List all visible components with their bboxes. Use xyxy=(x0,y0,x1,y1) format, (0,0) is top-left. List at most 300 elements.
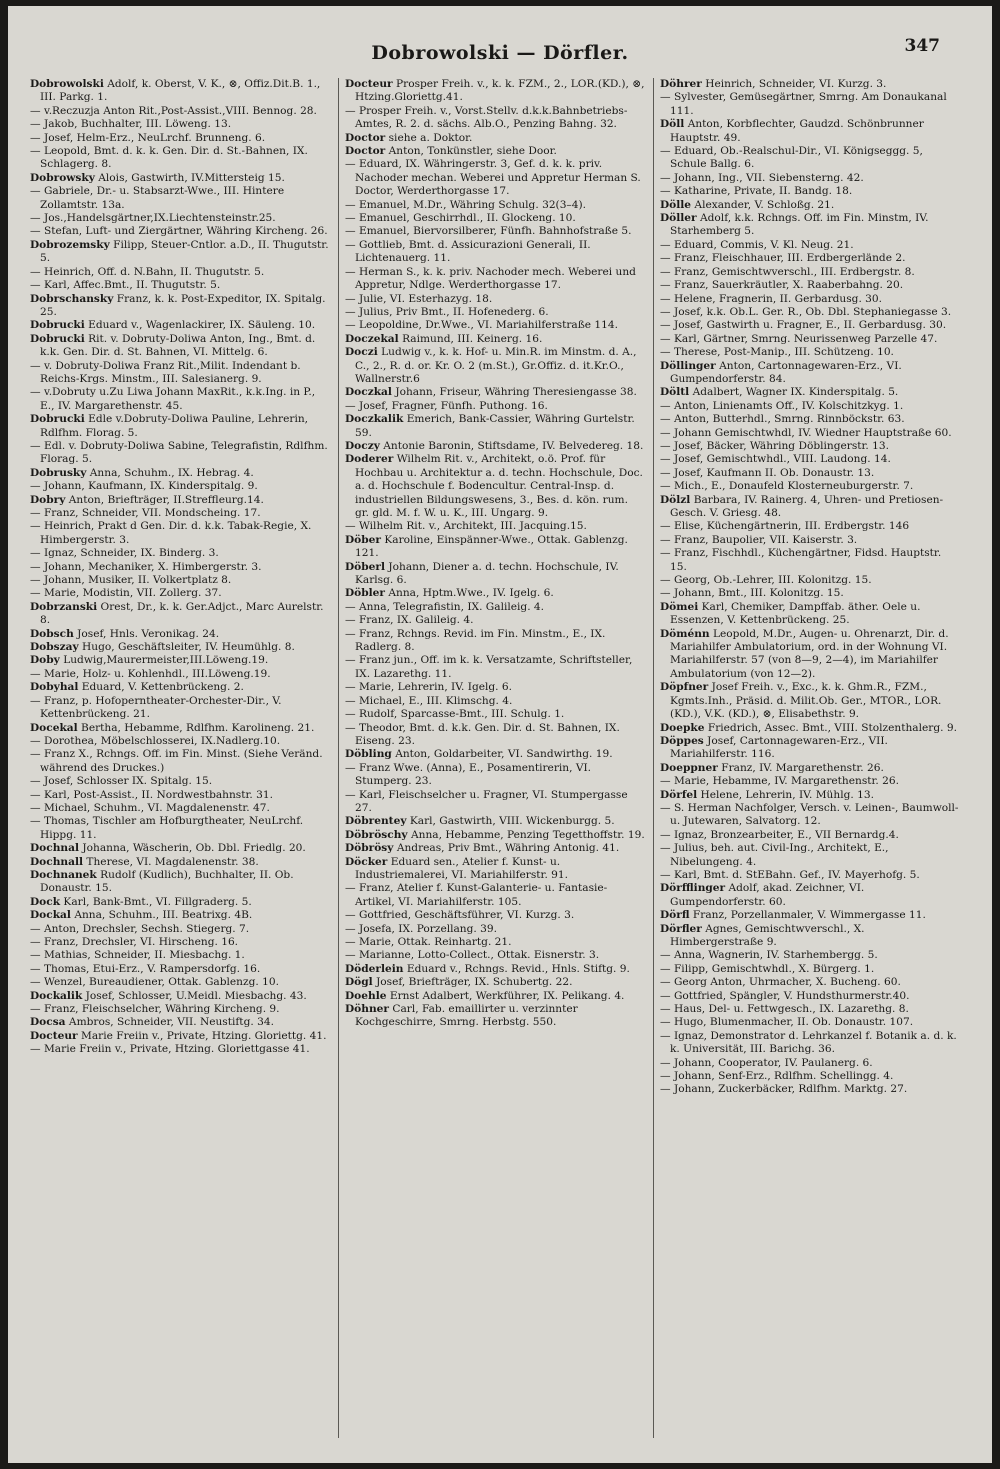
entry-details: Bertha, Hebamme, Rdlfhm. Karolineng. 21. xyxy=(81,721,315,734)
entry-details: — Emanuel, M.Dr., Währing Schulg. 32(3–4). xyxy=(345,198,586,211)
entry-details: Wilhelm Rit. v., Architekt, o.ö. Prof. für Hochbau u. Architektur a. d. techn. Hochschule, Doc. a. d. Hochschule f. Bodencultur. Central-Insp. d. industriellen Bildungswesens, 3., Bes. d. kön. rum. gr. gld. M. f. W. u. K., III. Ungarg. 9. xyxy=(355,453,643,519)
entry-details: — Eduard, IX. Währingerstr. 3, Gef. d. k. k. priv. Nachoder mechan. Weberei und Appretur Herman S. Doctor, Werderthorgasse 17. xyxy=(345,158,641,198)
entry-details: Anton, Tonkünstler, siehe Door. xyxy=(388,145,557,158)
directory-entry xyxy=(345,856,645,883)
entry-details: Karl, Gastwirth, VIII. Wickenburgg. 5. xyxy=(409,815,615,828)
entry-surname: Dobrowolski xyxy=(30,78,104,90)
entry-surname: Dochnall xyxy=(30,855,84,868)
entry-surname: Döller xyxy=(660,212,697,225)
entry-details: Prosper Freih. v., k. k. FZM., 2., LOR.(KD.), ⊗, Htzing.Gloriettg.41. xyxy=(355,78,645,104)
entry-details: — Anton, Linienamts Off., IV. Kolschitzkyg. 1. xyxy=(660,399,904,412)
directory-entry xyxy=(345,199,645,212)
directory-entry xyxy=(30,789,330,802)
entry-details: — Sylvester, Gemüsegärtner, Smrng. Am Donaukanal 111. xyxy=(660,91,947,117)
directory-entry xyxy=(660,440,960,453)
directory-entry xyxy=(345,239,645,266)
entry-details: Adalbert, Wagner IX. Kinderspitalg. 5. xyxy=(692,386,899,399)
entry-details: — Johann, Ing., VII. Siebensterng. 42. xyxy=(660,171,864,184)
entry-details: — Franz X., Rchngs. Off. im Fin. Minst. (Siehe Veränd. während des Druckes.) xyxy=(30,748,323,774)
entry-surname: Dörfl xyxy=(660,909,690,922)
entry-details: — Marie Freiin v., Private, Htzing. Gloriettgasse 41. xyxy=(30,1043,310,1056)
directory-entry xyxy=(660,145,960,172)
entry-surname: Dobrucki xyxy=(30,332,85,345)
directory-entry xyxy=(660,722,960,735)
entry-surname: Dockal xyxy=(30,909,71,922)
directory-entry xyxy=(660,212,960,239)
entry-details: Eduard, V. Kettenbrückeng. 2. xyxy=(81,681,244,694)
entry-surname: Dobszay xyxy=(30,641,79,654)
directory-entry xyxy=(345,882,645,909)
entry-details: Anna, Schuhm., IX. Hebrag. 4. xyxy=(89,466,254,479)
entry-surname: Dock xyxy=(30,895,61,908)
entry-surname: Dögl xyxy=(345,976,373,989)
entry-details: — Leopoldine, Dr.Wwe., VI. Mariahilferstraße 114. xyxy=(345,319,619,332)
entry-details: Ambros, Schneider, VII. Neustiftg. 34. xyxy=(68,1016,274,1029)
directory-entry xyxy=(345,829,645,842)
directory-entry xyxy=(660,829,960,842)
entry-details: — Mathias, Schneider, II. Miesbachg. 1. xyxy=(30,949,245,962)
entry-details: — Jakob, Buchhalter, III. Löweng. 13. xyxy=(30,118,232,131)
entry-details: — Ignaz, Bronzearbeiter, E., VII Bernardg.4. xyxy=(660,828,899,841)
directory-entry xyxy=(345,936,645,949)
directory-entry xyxy=(30,681,330,694)
directory-entry xyxy=(30,520,330,547)
entry-details: — Josef, Fragner, Fünfh. Puthong. 16. xyxy=(345,399,548,412)
entry-surname: Döbröschy xyxy=(345,828,408,841)
entry-details: — S. Herman Nachfolger, Versch. v. Leinen-, Baumwoll- u. Jutewaren, Salvatorg. 12. xyxy=(660,801,959,828)
entry-details: Anton, Goldarbeiter, VI. Sandwirthg. 19. xyxy=(395,748,613,761)
entry-details: — Katharine, Private, II. Bandg. 18. xyxy=(660,185,853,198)
entry-details: — Johann, Kaufmann, IX. Kinderspitalg. 9. xyxy=(30,480,258,493)
entry-details: — Elise, Küchengärtnerin, III. Erdbergstr. 146 xyxy=(660,520,910,533)
entry-surname: Dobrozemsky xyxy=(30,238,110,251)
entry-details: — Helene, Fragnerin, II. Gerbardusg. 30. xyxy=(660,292,883,305)
entry-details: Karl, Chemiker, Dampffab. äther. Oele u. Essenzen, V. Kettenbrückeng. 25. xyxy=(670,600,921,627)
directory-entry xyxy=(345,976,645,989)
entry-surname: Döll xyxy=(660,118,685,131)
directory-entry xyxy=(660,1030,960,1057)
entry-details: Therese, VI. Magdalenenstr. 38. xyxy=(86,855,259,868)
directory-entry xyxy=(660,480,960,493)
directory-entry xyxy=(345,990,645,1003)
entry-details: — Wenzel, Bureaudiener, Ottak. Gablenzg. 10. xyxy=(30,976,279,989)
entry-details: — Prosper Freih. v., Vorst.Stellv. d.k.k.Bahnbetriebs-Amtes, R. 2. d. sächs. Alb.O., Penzing Bahng. 32. xyxy=(345,104,628,131)
entry-details: — Franz, p. Hofoperntheater-Orchester-Dir., V. Kettenbrückeng. 21. xyxy=(30,694,282,721)
directory-entry xyxy=(660,963,960,976)
directory-entry xyxy=(345,695,645,708)
directory-entry xyxy=(30,963,330,976)
column-divider xyxy=(653,78,654,1438)
directory-entry xyxy=(30,896,330,909)
directory-entry xyxy=(660,587,960,600)
entry-details: — Johann, Musiker, II. Volkertplatz 8. xyxy=(30,574,232,587)
directory-entry xyxy=(660,909,960,922)
entry-details: Antonie Baronin, Stiftsdame, IV. Belvedereg. 18. xyxy=(383,439,644,452)
entry-details: — Franz, Fleischselcher, Währing Kircheng. 9. xyxy=(30,1003,280,1016)
directory-entry xyxy=(345,963,645,976)
directory-entry xyxy=(660,923,960,950)
directory-entry xyxy=(660,520,960,533)
directory-entry xyxy=(30,641,330,654)
entry-details: — Karl, Fleischselcher u. Fragner, VI. Stumpergasse 27. xyxy=(345,788,628,814)
entry-surname: Docteur xyxy=(345,78,393,90)
entry-surname: Doepke xyxy=(660,721,705,734)
directory-entry xyxy=(660,252,960,265)
entry-details: Franz, k. k. Post-Expeditor, IX. Spitalg. 25. xyxy=(40,292,326,318)
entry-surname: Doby xyxy=(30,654,60,667)
entry-details: Josef, Cartonnagewaren-Erz., VII. Mariahilferstr. 116. xyxy=(670,734,888,761)
entry-surname: Döltl xyxy=(660,386,690,399)
entry-surname: Doderer xyxy=(345,453,394,466)
directory-entry xyxy=(660,467,960,480)
directory-entry xyxy=(30,172,330,185)
entry-details: — Emanuel, Geschirrhdl., II. Glockeng. 10. xyxy=(345,212,576,225)
entry-details: — Franz, Drechsler, VI. Hirscheng. 16. xyxy=(30,936,239,948)
entry-details: Anton, Briefträger, II.Streffleurg.14. xyxy=(68,493,264,506)
entry-surname: Dörfflinger xyxy=(660,882,726,895)
directory-entry xyxy=(30,480,330,493)
entry-surname: Döhrer xyxy=(660,78,702,90)
entry-details: — Franz, Fleischhauer, III. Erdbergerlände 2. xyxy=(660,252,906,265)
entry-details: Marie Freiin v., Private, Htzing. Gloriettg. 41. xyxy=(81,1029,327,1042)
entry-details: — v.Reczuzja Anton Rit.,Post-Assist.,VIII. Bennog. 28. xyxy=(30,104,317,117)
entry-details: — Josef, Bäcker, Währing Döblingerstr. 13. xyxy=(660,439,889,452)
directory-entry xyxy=(660,185,960,198)
entry-surname: Doctor xyxy=(345,131,386,144)
directory-entry xyxy=(660,628,960,682)
directory-entry xyxy=(345,266,645,293)
directory-entry xyxy=(345,561,645,588)
entry-surname: Döppes xyxy=(660,734,704,747)
directory-entry xyxy=(345,909,645,922)
directory-entry xyxy=(345,708,645,721)
entry-details: — Josef, Gemischtwhdl., VIII. Laudong. 14. xyxy=(660,453,891,466)
entry-surname: Dölle xyxy=(660,198,692,211)
entry-details: Emerich, Bank-Cassier, Währing Gurtelstr. 59. xyxy=(355,413,635,439)
directory-entry xyxy=(30,574,330,587)
entry-details: — Thomas, Tischler am Hofburgtheater, NeuLrchf. Hippg. 11. xyxy=(30,815,304,841)
column-divider xyxy=(338,78,339,1438)
entry-surname: Döménn xyxy=(660,627,710,640)
entry-details: — Mich., E., Donaufeld Klosterneuburgerstr. 7. xyxy=(660,480,914,493)
entry-details: — Julius, Priv Bmt., II. Hofenederg. 6. xyxy=(345,305,549,318)
directory-entry xyxy=(660,319,960,332)
entry-details: — Gottfried, Geschäftsführer, VI. Kurzg. 3. xyxy=(345,909,575,922)
directory-entry xyxy=(345,319,645,332)
directory-entry xyxy=(30,494,330,507)
directory-entry xyxy=(660,293,960,306)
entry-details: Raimund, III. Keinerg. 16. xyxy=(402,332,543,345)
directory-page xyxy=(8,6,992,1463)
directory-entry xyxy=(30,654,330,667)
entry-details: Adolf, akad. Zeichner, VI. Gumpendorferstr. 60. xyxy=(670,882,865,908)
directory-entry xyxy=(660,266,960,279)
entry-details: — Jos.,Handelsgärtner,IX.Liechtensteinstr.25. xyxy=(30,212,276,225)
entry-surname: Doehle xyxy=(345,989,387,1002)
entry-details: siehe a. Doktor. xyxy=(388,131,473,144)
directory-entry xyxy=(30,869,330,896)
directory-entry xyxy=(660,333,960,346)
entry-surname: Doczkalik xyxy=(345,413,404,426)
entry-details: Agnes, Gemischtwverschl., X. Himbergerstraße 9. xyxy=(670,922,865,948)
entry-details: — Josef, Helm-Erz., NeuLrchf. Brunneng. 6. xyxy=(30,131,266,144)
entry-details: — Franz jun., Off. im k. k. Versatzamte, Schriftsteller, IX. Lazarethg. 11. xyxy=(345,654,633,680)
entry-details: — Josef, k.k. Ob.L. Ger. R., Ob. Dbl. Stephaniegasse 3. xyxy=(660,305,952,318)
directory-entry xyxy=(660,400,960,413)
directory-entry xyxy=(30,735,330,748)
entry-details: — v. Dobruty-Doliwa Franz Rit.,Milit. Indendant b. Reichs-Krgs. Minstm., III. Salesianerg. 9. xyxy=(30,359,301,385)
entry-details: Anna, Schuhm., III. Beatrixg. 4B. xyxy=(74,909,253,922)
directory-entry xyxy=(30,775,330,788)
entry-details: — Josef, Kaufmann II. Ob. Donaustr. 13. xyxy=(660,466,875,479)
entry-details: — Anton, Drechsler, Sechsh. Stiegerg. 7. xyxy=(30,922,250,935)
entry-details: Anton, Korbflechter, Gaudzd. Schönbrunner Hauptstr. 49. xyxy=(670,118,924,144)
entry-details: — Josef, Gastwirth u. Fragner, E., II. Gerbardusg. 30. xyxy=(660,319,947,332)
directory-entry xyxy=(30,440,330,467)
directory-entry xyxy=(345,386,645,399)
directory-entry xyxy=(30,601,330,628)
directory-entry xyxy=(30,293,330,320)
entry-details: Edle v.Dobruty-Doliwa Pauline, Lehrerin, Rdlfhm. Florag. 5. xyxy=(40,413,309,439)
entry-details: — Karl, Post-Assist., II. Nordwestbahnstr. 31. xyxy=(30,788,273,801)
directory-entry xyxy=(30,132,330,145)
directory-entry xyxy=(345,158,645,198)
entry-surname: Döbling xyxy=(345,748,392,761)
entry-details: — Johann, Mechaniker, X. Himbergerstr. 3. xyxy=(30,560,262,573)
entry-surname: Dobrowsky xyxy=(30,171,95,184)
entry-surname: Döhner xyxy=(345,1003,389,1016)
entry-details: — Haus, Del- u. Fettwgesch., IX. Lazarethg. 8. xyxy=(660,1003,909,1016)
entry-details: — Marie, Lehrerin, IV. Igelg. 6. xyxy=(345,681,513,694)
entry-surname: Doctor xyxy=(345,145,386,158)
entry-details: — Anton, Butterhdl., Smrng. Rinnböckstr. 63. xyxy=(660,413,905,426)
entry-details: Heinrich, Schneider, VI. Kurzg. 3. xyxy=(705,78,887,90)
directory-entry xyxy=(30,225,330,238)
entry-details: Friedrich, Assec. Bmt., VIII. Stolzenthalerg. 9. xyxy=(707,721,957,734)
entry-surname: Doczi xyxy=(345,346,378,359)
directory-entry xyxy=(30,507,330,520)
directory-entry xyxy=(660,1016,960,1029)
directory-entry xyxy=(345,949,645,962)
entry-details: Johanna, Wäscherin, Ob. Dbl. Friedlg. 20. xyxy=(82,842,306,855)
entry-surname: Döpfner xyxy=(660,681,709,694)
entry-details: — Ignaz, Schneider, IX. Binderg. 3. xyxy=(30,547,219,560)
entry-details: — Rudolf, Sparcasse-Bmt., III. Schulg. 1. xyxy=(345,708,565,721)
directory-entry xyxy=(345,453,645,520)
entry-details: — Georg, Ob.-Lehrer, III. Kolonitzg. 15. xyxy=(660,574,872,587)
directory-entry xyxy=(660,118,960,145)
directory-entry xyxy=(345,400,645,413)
directory-entry xyxy=(345,132,645,145)
directory-entry xyxy=(660,762,960,775)
entry-details: — Ignaz, Demonstrator d. Lehrkanzel f. Botanik a. d. k. k. Universität, III. Barichg. 36. xyxy=(660,1029,957,1056)
directory-entry xyxy=(345,789,645,816)
directory-entry xyxy=(30,748,330,775)
entry-details: — Marie, Ottak. Reinhartg. 21. xyxy=(345,936,512,948)
entry-details: — Georg Anton, Uhrmacher, X. Bucheng. 60. xyxy=(660,976,901,989)
entry-details: Josef, Briefträger, IX. Schubertg. 22. xyxy=(376,976,573,989)
entry-details: — Karl, Affec.Bmt., II. Thugutstr. 5. xyxy=(30,279,221,292)
directory-entry xyxy=(345,293,645,306)
entry-details: — Anna, Telegrafistin, IX. Galileig. 4. xyxy=(345,600,545,613)
entry-details: — Therese, Post-Manip., III. Schützeng. 10. xyxy=(660,346,894,359)
entry-details: — Emanuel, Biervorsilberer, Fünfh. Bahnhofstraße 5. xyxy=(345,225,632,238)
directory-entry xyxy=(345,78,645,105)
entry-surname: Döderlein xyxy=(345,962,404,975)
directory-entry xyxy=(345,722,645,749)
directory-entry xyxy=(345,601,645,614)
directory-entry xyxy=(660,386,960,399)
entry-details: — Eduard, Commis, V. Kl. Neug. 21. xyxy=(660,238,854,251)
directory-entry xyxy=(30,1003,330,1016)
directory-entry xyxy=(345,145,645,158)
directory-entry xyxy=(30,333,330,360)
directory-entry xyxy=(660,802,960,829)
entry-details: Ludwig,Maurermeister,III.Löweng.19. xyxy=(63,654,269,667)
entry-details: Eduard v., Rchngs. Revid., Hnls. Stiftg. 9. xyxy=(406,962,630,975)
entry-details: — Michael, E., III. Klimschg. 4. xyxy=(345,694,513,707)
entry-details: — Anna, Wagnerin, IV. Starhembergg. 5. xyxy=(660,949,878,962)
directory-entry xyxy=(30,239,330,266)
page-number: 347 xyxy=(904,36,940,56)
page-header xyxy=(8,36,992,70)
entry-details: Hugo, Geschäftsleiter, IV. Heumühlg. 8. xyxy=(82,641,295,654)
entry-surname: Dörfler xyxy=(660,922,702,935)
directory-entry xyxy=(30,319,330,332)
directory-entry xyxy=(345,762,645,789)
entry-surname: Dobrschansky xyxy=(30,292,114,305)
directory-entry xyxy=(30,976,330,989)
directory-entry xyxy=(660,91,960,118)
entry-details: Anton, Cartonnagewaren-Erz., VI. Gumpendorferstr. 84. xyxy=(670,359,902,385)
entry-surname: Doczekal xyxy=(345,332,399,345)
entry-details: — Johann Gemischtwhdl, IV. Wiedner Hauptstraße 60. xyxy=(660,426,952,439)
entry-surname: Docekal xyxy=(30,721,78,734)
entry-details: — Franz, Schneider, VII. Mondscheing. 17. xyxy=(30,507,261,519)
column-3 xyxy=(660,78,960,1438)
entry-details: Eduard sen., Atelier f. Kunst- u. Industriemalerei, VI. Mariahilferstr. 91. xyxy=(355,855,569,881)
entry-details: Josef Freih. v., Exc., k. k. Ghm.R., FZM., Kgmts.Inh., Präsid. d. Milit.Ob. Ger., MTOR., LOR. (KD.), V.K. (KD.), ⊗, Elisabethstr. 9. xyxy=(670,681,942,721)
entry-surname: Dobrusky xyxy=(30,466,87,479)
directory-entry xyxy=(660,869,960,882)
directory-entry xyxy=(345,534,645,561)
entry-details: Barbara, IV. Rainerg. 4, Uhren- und Pretiosen-Gesch. V. Griesg. 48. xyxy=(670,493,944,519)
directory-entry xyxy=(30,990,330,1003)
entry-details: — Filipp, Gemischtwhdl., X. Bürgerg. 1. xyxy=(660,962,875,975)
directory-entry xyxy=(345,587,645,600)
directory-entry xyxy=(30,842,330,855)
directory-entry xyxy=(30,185,330,212)
directory-entry xyxy=(660,1003,960,1016)
directory-entry xyxy=(660,547,960,574)
directory-entry xyxy=(30,212,330,225)
directory-entry xyxy=(30,923,330,936)
entry-details: Johann, Friseur, Währing Theresiengasse 38. xyxy=(395,386,637,399)
entry-details: — Josefa, IX. Porzellang. 39. xyxy=(345,922,497,935)
directory-entry xyxy=(30,587,330,600)
directory-entry xyxy=(660,789,960,802)
entry-details: Karl, Bank-Bmt., VI. Fillgraderg. 5. xyxy=(63,895,252,908)
directory-entry xyxy=(345,105,645,132)
directory-entry xyxy=(660,601,960,628)
directory-entry xyxy=(30,949,330,962)
entry-details: Anna, Hptm.Wwe., IV. Igelg. 6. xyxy=(388,587,554,600)
entry-details: — Marie, Holz- u. Kohlenhdl., III.Löweng.19. xyxy=(30,667,271,680)
entry-details: Andreas, Priv Bmt., Währing Antonig. 41. xyxy=(396,842,620,855)
directory-entry xyxy=(345,1003,645,1030)
directory-entry xyxy=(660,842,960,869)
entry-details: Leopold, M.Dr., Augen- u. Ohrenarzt, Dir. d. Mariahilfer Ambulatorium, ord. in der Wohnung VI. Mariahilferstr. 57 (von 8—9, 2—4), im Mariahilfer Ambulatorium (von 12—2). xyxy=(670,627,949,680)
directory-entry xyxy=(660,360,960,387)
running-title: Dobrowolski — Dörfler. xyxy=(371,42,629,64)
entry-details: — Johann, Bmt., III. Kolonitzg. 15. xyxy=(660,587,844,600)
entry-details: — Franz, Gemischtwverschl., III. Erdbergstr. 8. xyxy=(660,265,915,278)
directory-entry xyxy=(660,279,960,292)
entry-details: Rudolf (Kudlich), Buchhalter, II. Ob. Donaustr. 15. xyxy=(40,868,294,895)
entry-details: Adolf, k. Oberst, V. K., ⊗, Offiz.Dit.B. 1., III. Parkg. 1. xyxy=(40,78,321,104)
entry-details: — Franz, IX. Galileig. 4. xyxy=(345,614,474,627)
entry-surname: Döcker xyxy=(345,855,388,868)
entry-details: Orest, Dr., k. k. Ger.Adjct., Marc Aurelstr. 8. xyxy=(40,600,324,627)
directory-entry xyxy=(345,614,645,627)
entry-details: Filipp, Steuer-Cntlor. a.D., II. Thugutstr. 5. xyxy=(40,238,329,265)
entry-details: Adolf, k.k. Rchngs. Off. im Fin. Minstm, IV. Starhemberg 5. xyxy=(670,212,929,238)
entry-details: Josef, Hnls. Veronikag. 24. xyxy=(77,627,220,640)
entry-surname: Dörfel xyxy=(660,788,698,801)
directory-entry xyxy=(30,856,330,869)
directory-entry xyxy=(660,413,960,426)
entry-details: — Heinrich, Off. d. N.Bahn, II. Thugutstr. 5. xyxy=(30,265,265,278)
directory-entry xyxy=(660,78,960,91)
directory-entry xyxy=(660,494,960,521)
entry-details: Helene, Lehrerin, IV. Mühlg. 13. xyxy=(700,788,874,801)
directory-entry xyxy=(660,775,960,788)
entry-details: Alois, Gastwirth, IV.Mittersteig 15. xyxy=(98,171,285,184)
entry-surname: Dochnanek xyxy=(30,868,97,881)
directory-entry xyxy=(30,467,330,480)
directory-entry xyxy=(345,333,645,346)
directory-entry xyxy=(660,1083,960,1096)
directory-entry xyxy=(345,225,645,238)
entry-details: Alexander, V. Schloßg. 21. xyxy=(694,198,835,211)
directory-entry xyxy=(30,78,330,105)
entry-details: — Stefan, Luft- und Ziergärtner, Währing Kircheng. 26. xyxy=(30,225,328,238)
entry-details: — Franz Wwe. (Anna), E., Posamentirerin, VI. Stumperg. 23. xyxy=(345,761,592,788)
directory-entry xyxy=(345,413,645,440)
directory-entry xyxy=(345,681,645,694)
entry-surname: Docsa xyxy=(30,1016,66,1029)
entry-details: Johann, Diener a. d. techn. Hochschule, IV. Karlsg. 6. xyxy=(355,560,619,587)
entry-details: Franz, IV. Margarethenstr. 26. xyxy=(721,761,884,774)
entry-surname: Döberl xyxy=(345,560,386,573)
directory-entry xyxy=(660,427,960,440)
directory-columns xyxy=(30,78,960,1438)
directory-entry xyxy=(30,561,330,574)
directory-entry xyxy=(660,239,960,252)
entry-details: Franz, Porzellanmaler, V. Wimmergasse 11. xyxy=(692,909,926,922)
entry-surname: Dobry xyxy=(30,493,66,506)
directory-entry xyxy=(30,1016,330,1029)
entry-surname: Doczkal xyxy=(345,386,392,399)
column-2 xyxy=(345,78,645,1438)
directory-entry xyxy=(30,936,330,949)
entry-surname: Dobrucki xyxy=(30,319,85,332)
entry-details: — Gottlieb, Bmt. d. Assicurazioni Generali, II. Lichtenauerg. 11. xyxy=(345,238,591,265)
entry-details: — Herman S., k. k. priv. Nachoder mech. Weberei und Appretur, Ndlge. Werderthorgasse 17. xyxy=(345,265,636,292)
entry-details: Eduard v., Wagenlackirer, IX. Säuleng. 10. xyxy=(88,319,316,332)
entry-details: — Franz, Baupolier, VII. Kaiserstr. 3. xyxy=(660,533,858,546)
directory-entry xyxy=(660,453,960,466)
